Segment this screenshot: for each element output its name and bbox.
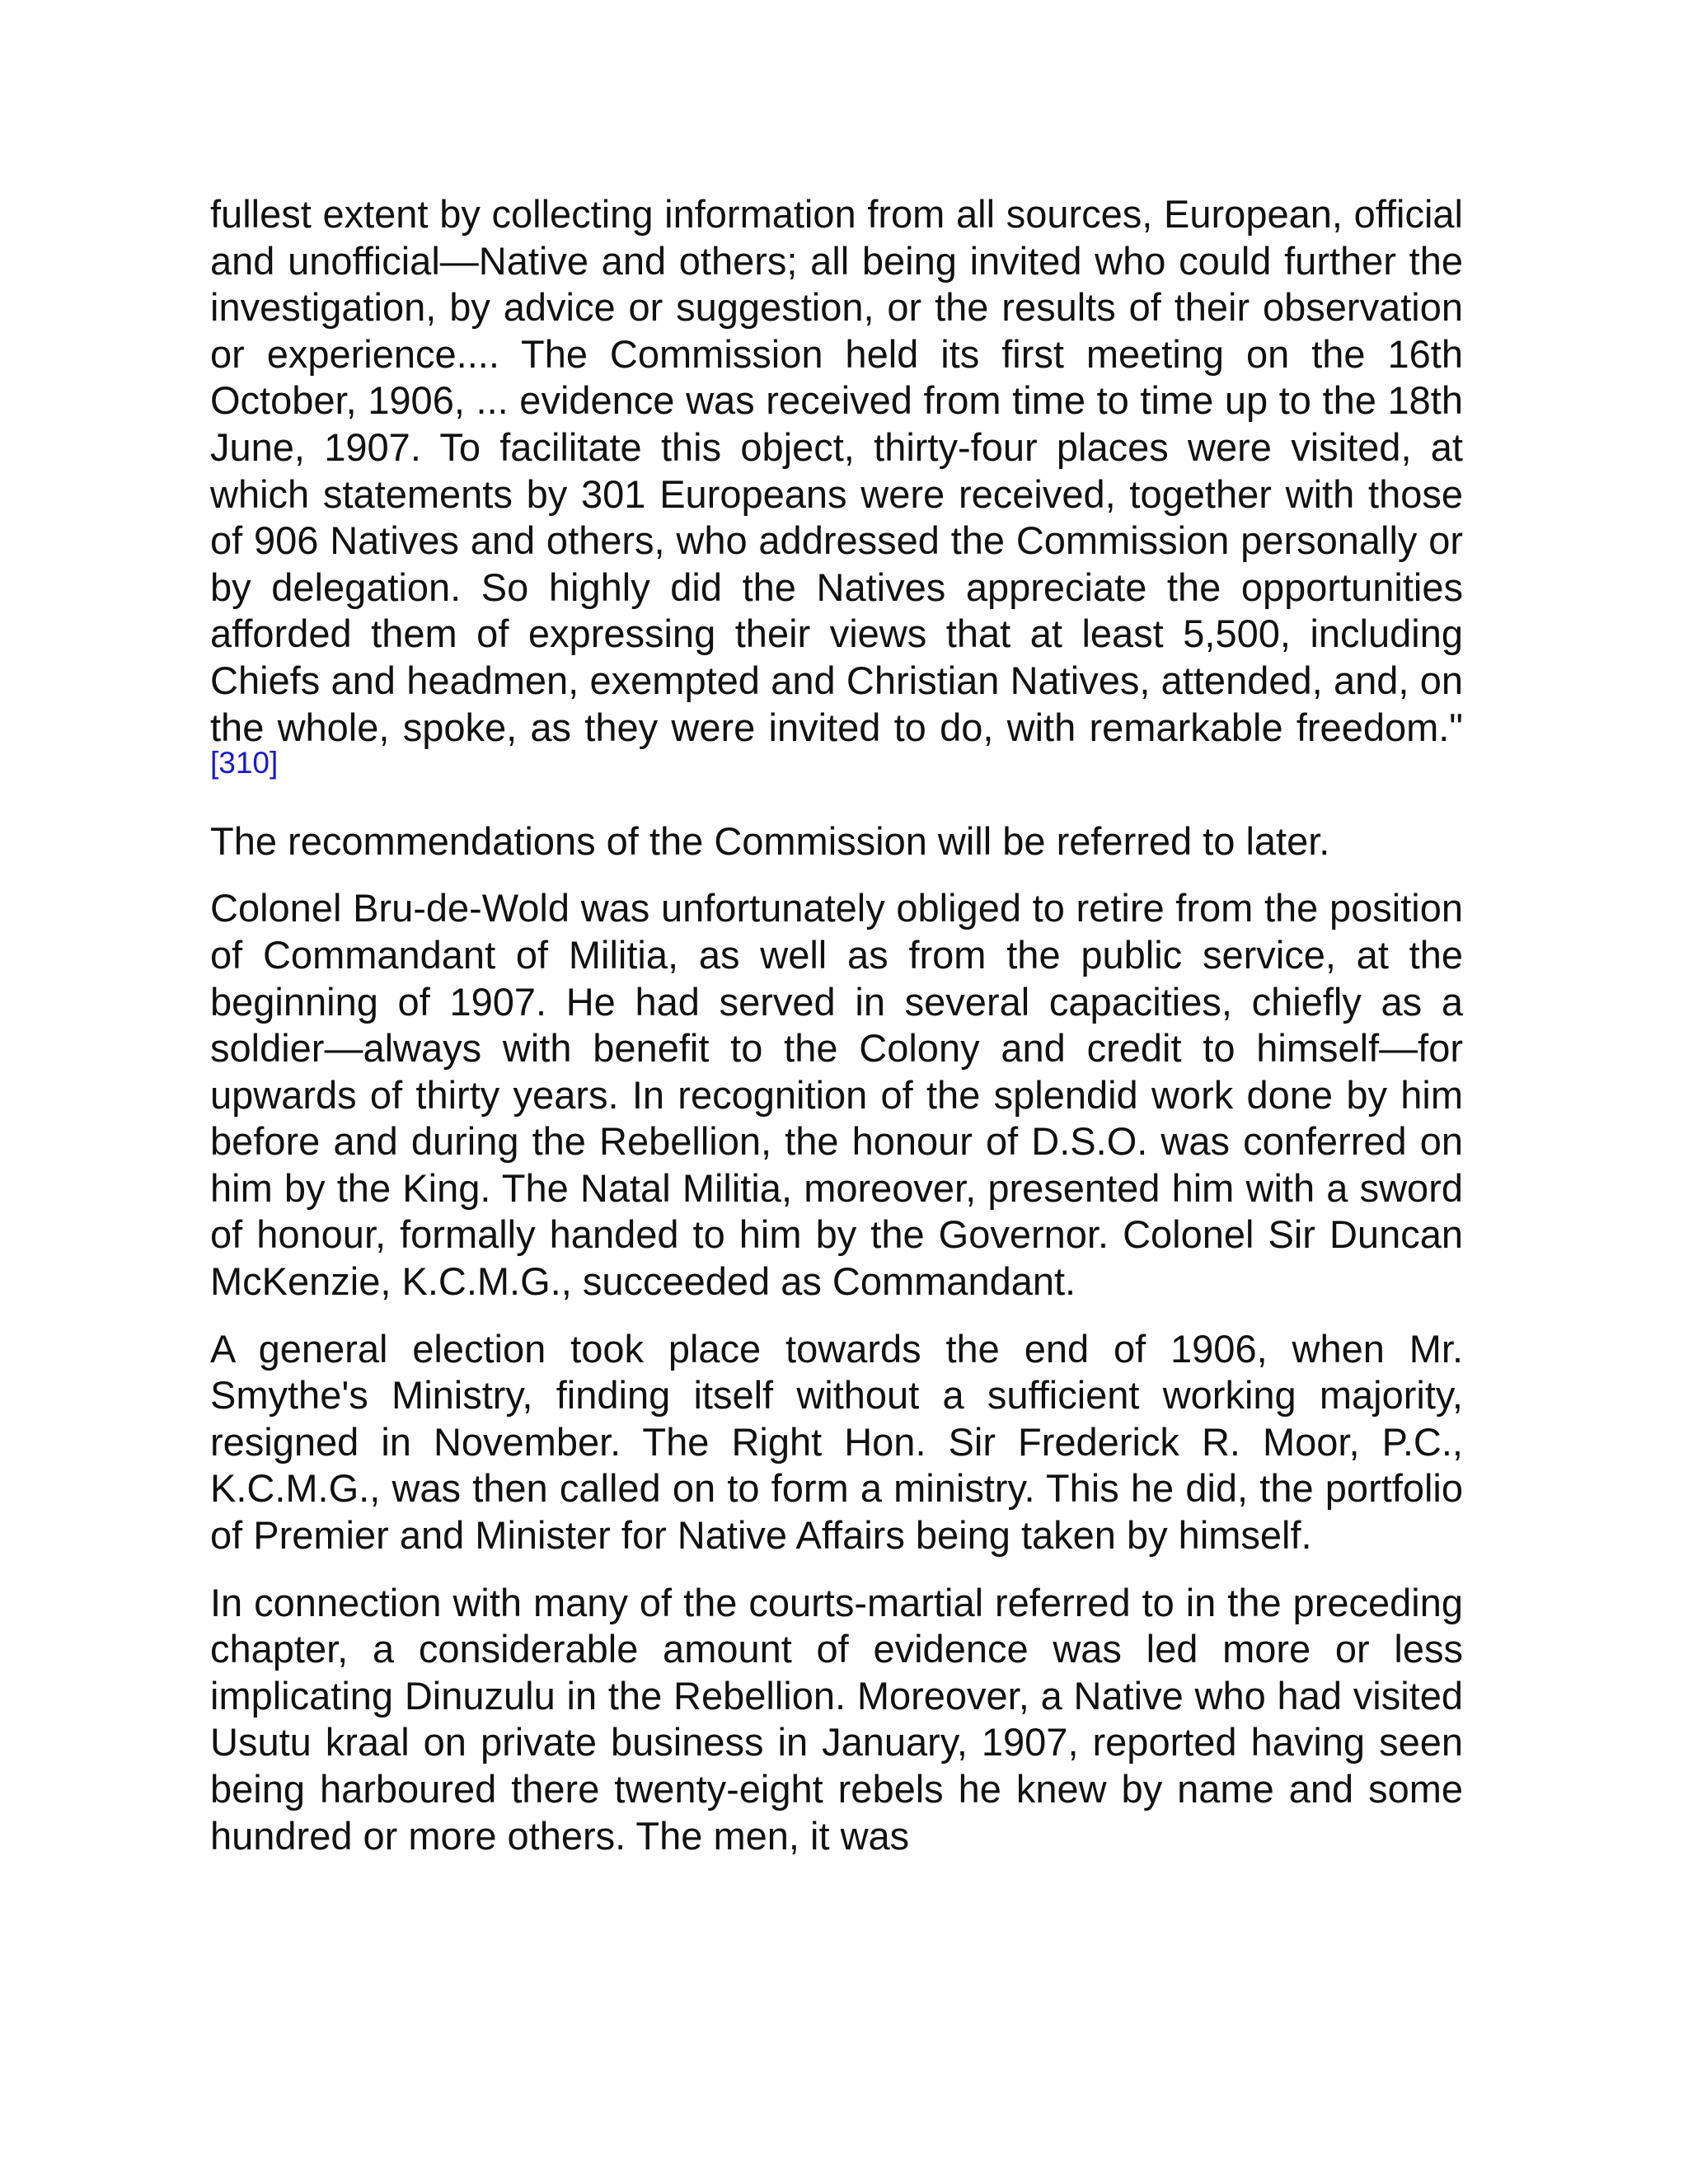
paragraph-general-election: A general election took place towards the end of 1906, when Mr. Smythe's Ministry, finding itself without a sufficient working majority, resigned in November. The Right Hon. Sir Frederick R. Moor, P.C., K.C.M.G., was then called on to form a ministry. This he did, the portfolio of Premier and Minister for Native Affairs being taken by himself. xyxy=(210,1326,1463,1558)
paragraph-recommendations: The recommendations of the Commission will be referred to later. xyxy=(210,818,1330,863)
page-body xyxy=(210,191,1463,1880)
paragraph-courts-martial: In connection with many of the courts-martial referred to in the preceding chapter, a considerable amount of evidence was led more or less implicating Dinuzulu in the Rebellion. Moreover, a Native who had visited Usutu kraal on private business in January, 1907, reported having seen being harboured there twenty-eight rebels he knew by name and some hundred or more others. The men, it was xyxy=(210,1580,1463,1858)
paragraph-colonel-bru-de-wold: Colonel Bru-de-Wold was unfortunately obliged to retire from the position of Commandant of Militia, as well as from the public service, at the beginning of 1907. He had served in several capacities, chiefly as a soldier—always with benefit to the Colony and credit to himself—for upwards of thirty years. In recognition of the splendid work done by him before and during the Rebellion, the honour of D.S.O. was conferred on him by the King. The Natal Militia, moreover, presented him with a sword of honour, formally handed to him by the Governor. Colonel Sir Duncan McKenzie, K.C.M.G., succeeded as Commandant. xyxy=(210,886,1463,1304)
paragraph-text: fullest extent by collecting information from all sources, European, official and unofficial—Native and others; all being invited who could further the investigation, by advice or suggestion, or the results of their observation or experience.... The Commission held its first meeting on the 16th October, 1906, ... evidence was received from time to time up to the 18th June, 1907. To facilitate this object, thirty-four places were visited, at which statements by 301 Europeans were received, together with those of 906 Natives and others, who addressed the Commission personally or by delegation. So highly did the Natives appreciate the opportunities afforded them of expressing their views that at least 5,500, including Chiefs and headmen, exempted and Christian Natives, attended, and, on the whole, spoke, as they were invited to do, with remarkable freedom." xyxy=(210,192,1463,749)
paragraph-commission-quote xyxy=(210,191,1463,798)
footnote-link-310[interactable]: [310] xyxy=(210,746,279,780)
